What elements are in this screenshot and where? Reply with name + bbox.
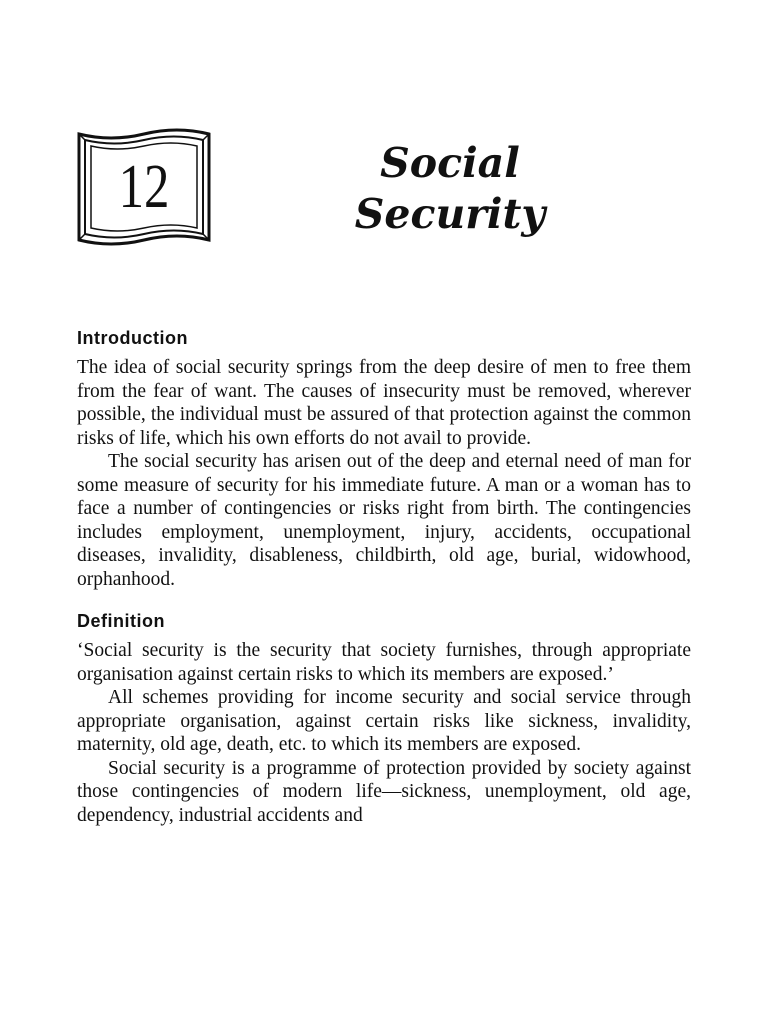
chapter-number: 12 — [118, 153, 170, 221]
chapter-title — [330, 138, 570, 240]
section-heading-introduction: Introduction — [77, 328, 188, 348]
section-heading-definition: Definition — [77, 611, 165, 631]
introduction-paragraph-2: The social security has arisen out of the deep and eternal need of man for some measure of security for his immediate future. A man or a woman has to face a number of contingencies or risks right from birth. The contingencies includes employment, unemployment, injury, accidents, occupational diseases, invalidity, disableness, childbirth, old age, burial, widowhood, orphanhood. — [77, 451, 691, 590]
chapter-number-badge — [76, 128, 212, 252]
definition-paragraph-2: All schemes providing for income security and social service through appropriate organisation, against certain risks like sickness, invalidity, maternity, old age, death, etc. to which its members are exposed. — [77, 687, 691, 755]
chapter-title-line-1: Social — [380, 139, 520, 187]
definition-paragraph-1: ‘Social security is the security that society furnishes, through appropriate organisation against certain risks to which its members are exposed.’ — [77, 640, 691, 685]
chapter-body — [77, 326, 691, 827]
definition-paragraph-3: Social security is a programme of protection provided by society against those contingencies of modern life—sickness, unemployment, old age, dependency, industrial accidents and — [77, 757, 691, 826]
chapter-title-line-2: Security — [354, 190, 546, 238]
introduction-paragraph-1: The idea of social security springs from the deep desire of men to free them from the fear of want. The causes of insecurity must be removed, wherever possible, the individual must be assured of that protection against the common risks of life, which his own efforts do not avail to provide. — [77, 357, 691, 449]
